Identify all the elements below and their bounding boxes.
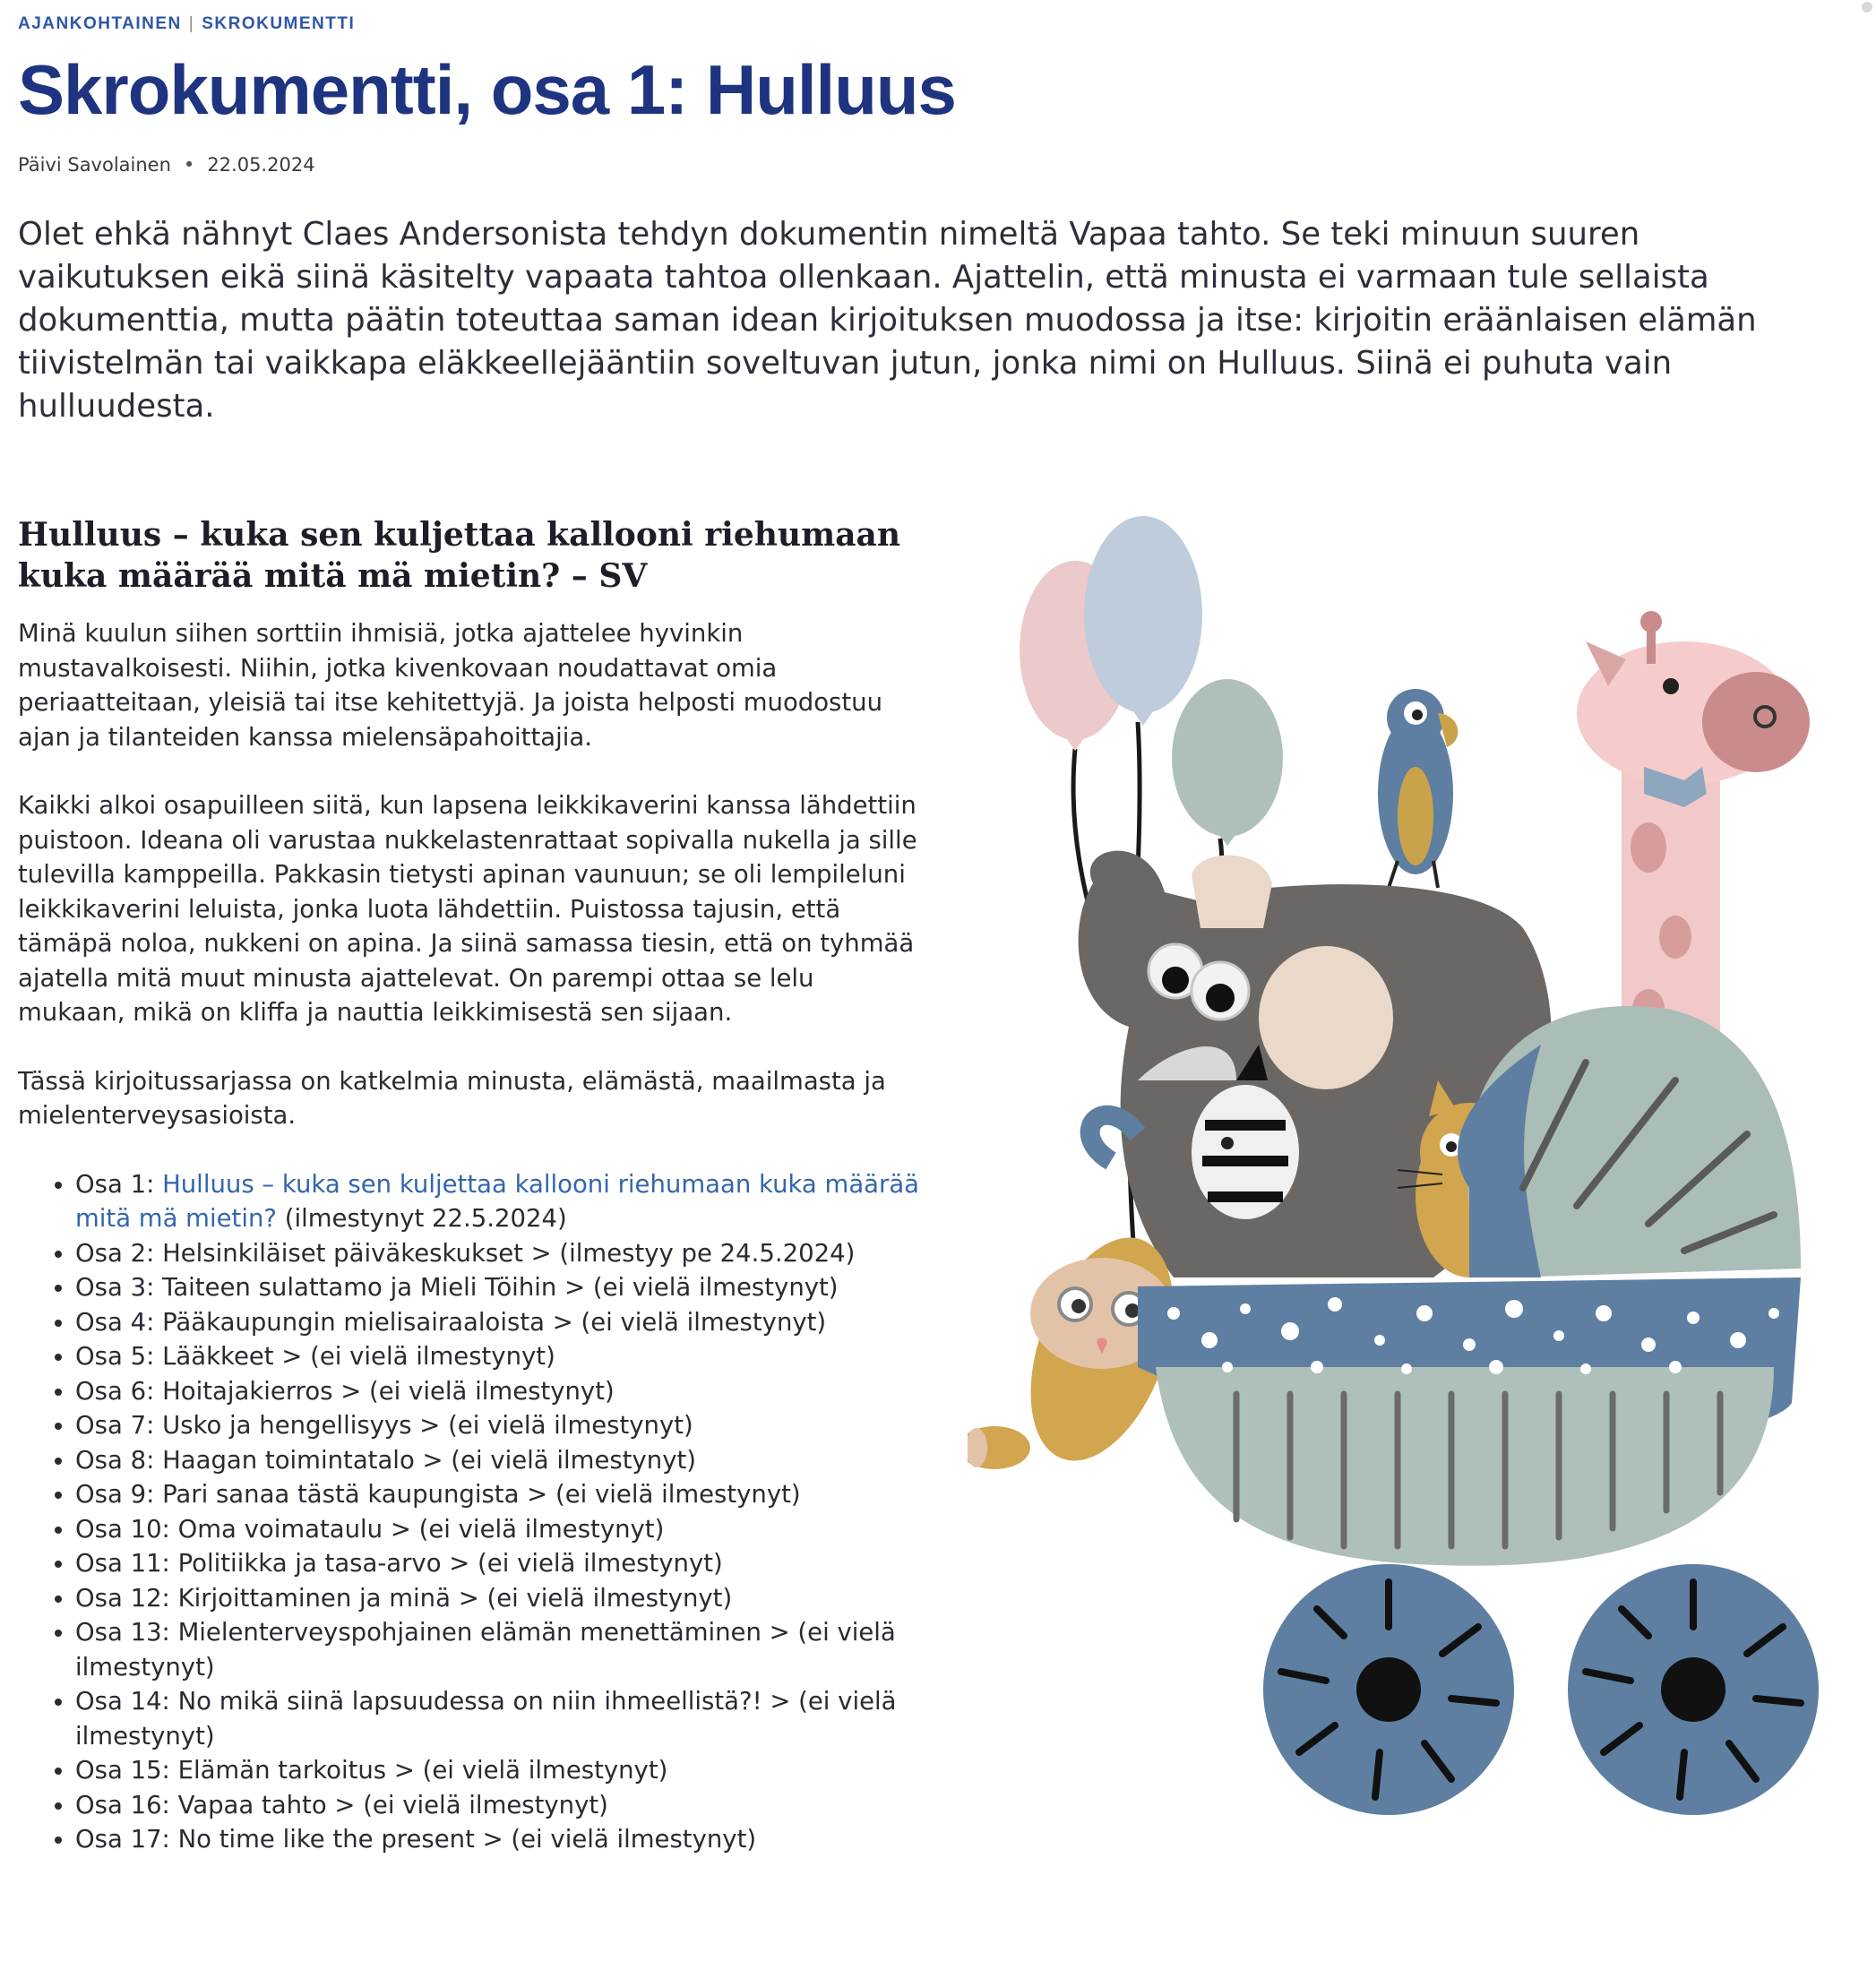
list-item: • Osa 10: Oma voimataulu > (ei vielä ilmestynyt) [75,1512,923,1547]
animals-in-pram-illustration [968,507,1863,1815]
article-subheading: Hulluus – kuka sen kuljettaa kallooni riehumaan kuka määrää mitä mä mietin? – SV [18,516,901,595]
list-item: • Osa 4: Pääkaupungin mielisairaaloista > (ei vielä ilmestynyt) [75,1305,923,1340]
category-separator: | [188,14,195,33]
list-item: • Osa 12: Kirjoittaminen ja minä > (ei vielä ilmestynyt) [75,1581,923,1616]
list-item: • Osa 14: No mikä siinä lapsuudessa on niin ihmeellistä?! > (ei vielä ilmestynyt) [75,1684,923,1753]
lead-paragraph: Olet ehkä nähnyt Claes Andersonista tehdyn dokumentin nimeltä Vapaa tahto. Se teki minuun suuren vaikutuksen eikä siinä käsitelty vapaata tahtoa ollenkaan. Ajattelin, että minusta ei varmaan tule sellaista dokumenttia, mutta päätin toteuttaa saman idean kirjoituksen muodossa ja itse: kirjoitin eräänlaisen elämän tiivistelmän tai vaikkapa eläkkeellejääntiin soveltuvan jutun, jonka nimi on Hulluus. Siinä ei puhuta vain hulluudesta. [18,216,1757,425]
category-link-ajankohtainen[interactable]: AJANKOHTAINEN [18,14,182,33]
meta-separator: • [183,154,195,176]
body-paragraph: Minä kuulun siihen sorttiin ihmisiä, jotka ajattelee hyvinkin mustavalkoisesti. Niihin, jotka kivenkovaan noudattavat omia periaatteitaan, yleisiä tai itse kehitettyjä. Ja joista helposti muodostuu ajan ja tilanteiden kanssa mielensäpahoittajia. [18,619,883,752]
list-item: • Osa 3: Taiteen sulattamo ja Mieli Töihin > (ei vielä ilmestynyt) [75,1270,923,1305]
category-link-skrokumentti[interactable]: SKROKUMENTTI [202,14,356,33]
body-paragraph: Tässä kirjoitussarjassa on katkelmia minusta, elämästä, maailmasta ja mielenterveysasioista. [18,1066,886,1130]
list-item: • Osa 8: Haagan toimintatalo > (ei vielä ilmestynyt) [75,1443,923,1478]
page-title: Skrokumentti, osa 1: Hulluus [18,50,956,129]
list-item: • Osa 7: Usko ja hengellisyys > (ei vielä ilmestynyt) [75,1408,923,1443]
list-item: • Osa 16: Vapaa tahto > (ei vielä ilmestynyt) [75,1788,923,1823]
list-item-part-1 [75,1167,923,1236]
series-parts-list [18,1167,923,1857]
article-body [18,514,923,1857]
list-item: • Osa 17: No time like the present > (ei vielä ilmestynyt) [75,1822,923,1857]
list-item: • Osa 2: Helsinkiläiset päiväkeskukset > (ilmestyy pe 24.5.2024) [75,1236,923,1271]
list-item: • Osa 13: Mielenterveyspohjainen elämän menettäminen > (ei vielä ilmestynyt) [75,1615,923,1684]
category-breadcrumb [18,14,355,34]
part-status: (ilmestynyt 22.5.2024) [276,1204,567,1233]
scrollbar-indicator[interactable] [1862,2,1872,13]
post-meta [18,154,315,176]
list-item: • Osa 11: Politiikka ja tasa-arvo > (ei vielä ilmestynyt) [75,1546,923,1581]
list-item: • Osa 15: Elämän tarkoitus > (ei vielä ilmestynyt) [75,1753,923,1788]
post-date: 22.05.2024 [207,154,315,176]
part-label: Osa 1: [75,1169,163,1199]
list-item: • Osa 9: Pari sanaa tästä kaupungista > (ei vielä ilmestynyt) [75,1477,923,1512]
part-1-link[interactable]: Hulluus – kuka sen kuljettaa kallooni riehumaan kuka määrää mitä mä mietin? [75,1169,920,1233]
body-paragraph: Kaikki alkoi osapuilleen siitä, kun lapsena leikkikaverini kanssa lähdettiin puistoon. Ideana oli varustaa nukkelastenrattaat sopivalla nukella ja sille tulevilla kamppeilla. Pakkasin tietysti apinan vaunuun; se oli lempileluni leikkikaverini leluista, jonka luota lähdettiin. Puistossa tajusin, että tämäpä noloa, nukkeni on apina. Ja siinä samassa tiesin, että on tyhmää ajatella mitä muut minusta ajattelevat. On parempi ottaa se lelu mukaan, mikä on kliffa ja nauttia leikkimisestä sen sijaan. [18,791,917,1027]
author-name[interactable]: Päivi Savolainen [18,154,171,176]
list-item: • Osa 5: Lääkkeet > (ei vielä ilmestynyt) [75,1339,923,1374]
list-item: • Osa 6: Hoitajakierros > (ei vielä ilmestynyt) [75,1374,923,1409]
